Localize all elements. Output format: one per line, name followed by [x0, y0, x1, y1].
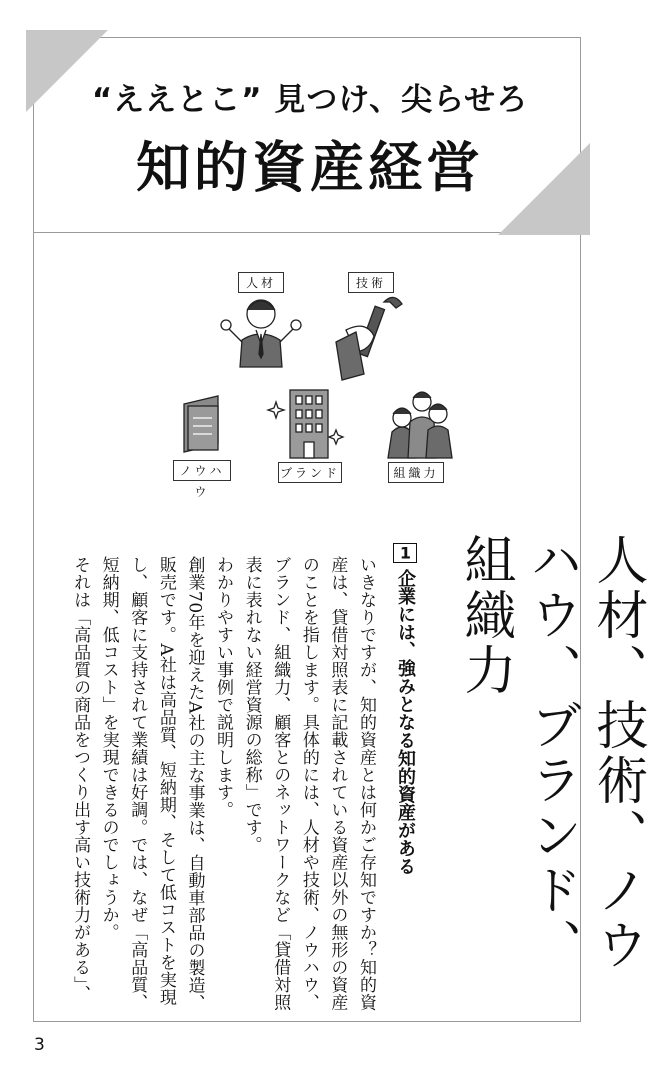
section-title: 企業には、強みとなる知的資産がある [395, 569, 416, 875]
label-organization: 組織力 [388, 462, 444, 483]
article-headline: 人材、技術、ノウハウ、ブランド、組織力 [455, 533, 647, 973]
subtitle: “ええとこ” 見つけ、尖らせろ [91, 82, 529, 118]
page-number: 3 [34, 1035, 45, 1055]
main-title: 知的資産経営 [136, 136, 484, 199]
section-number: 1 [393, 543, 417, 563]
wrench-hand-icon [336, 297, 402, 380]
label-people: 人材 [238, 272, 284, 293]
label-brand: ブランド [278, 462, 342, 483]
body-paragraph: 創業70年を迎えたA社の主な事業は、自動車部品の製造、販売です。A社は高品質、短納期、そして低コストを実現し、顧客に支持されて業績は好調。では、なぜ「高品質、短納期、低コスト」を実現できるのでしょうか。 [98, 556, 205, 1012]
label-technology: 技術 [348, 272, 394, 293]
businessman-icon [221, 300, 301, 367]
building-icon [268, 390, 343, 458]
body-paragraph: わかりやすい事例で説明します。 [213, 556, 234, 819]
notebook-icon [184, 396, 218, 452]
body-paragraph: いきなりですが、知的資産とは何かご存知ですか？知的資産は、貸借対照表に記載されている資産以外の無形の資産のことを指します。具体的には、人材や技術、ノウハウ、ブランド、組織力、顧客とのネットワークなど「貸借対照表に表れない経営資源の総称」です。 [241, 556, 376, 1011]
body-paragraph: それは「高品質の商品をつくり出す高い技術力がある」、 [70, 556, 91, 1003]
section-heading [390, 543, 420, 943]
team-icon [388, 392, 452, 458]
label-knowhow: ノウハウ [173, 460, 231, 481]
article-body [40, 556, 380, 1016]
illustration [170, 262, 460, 499]
